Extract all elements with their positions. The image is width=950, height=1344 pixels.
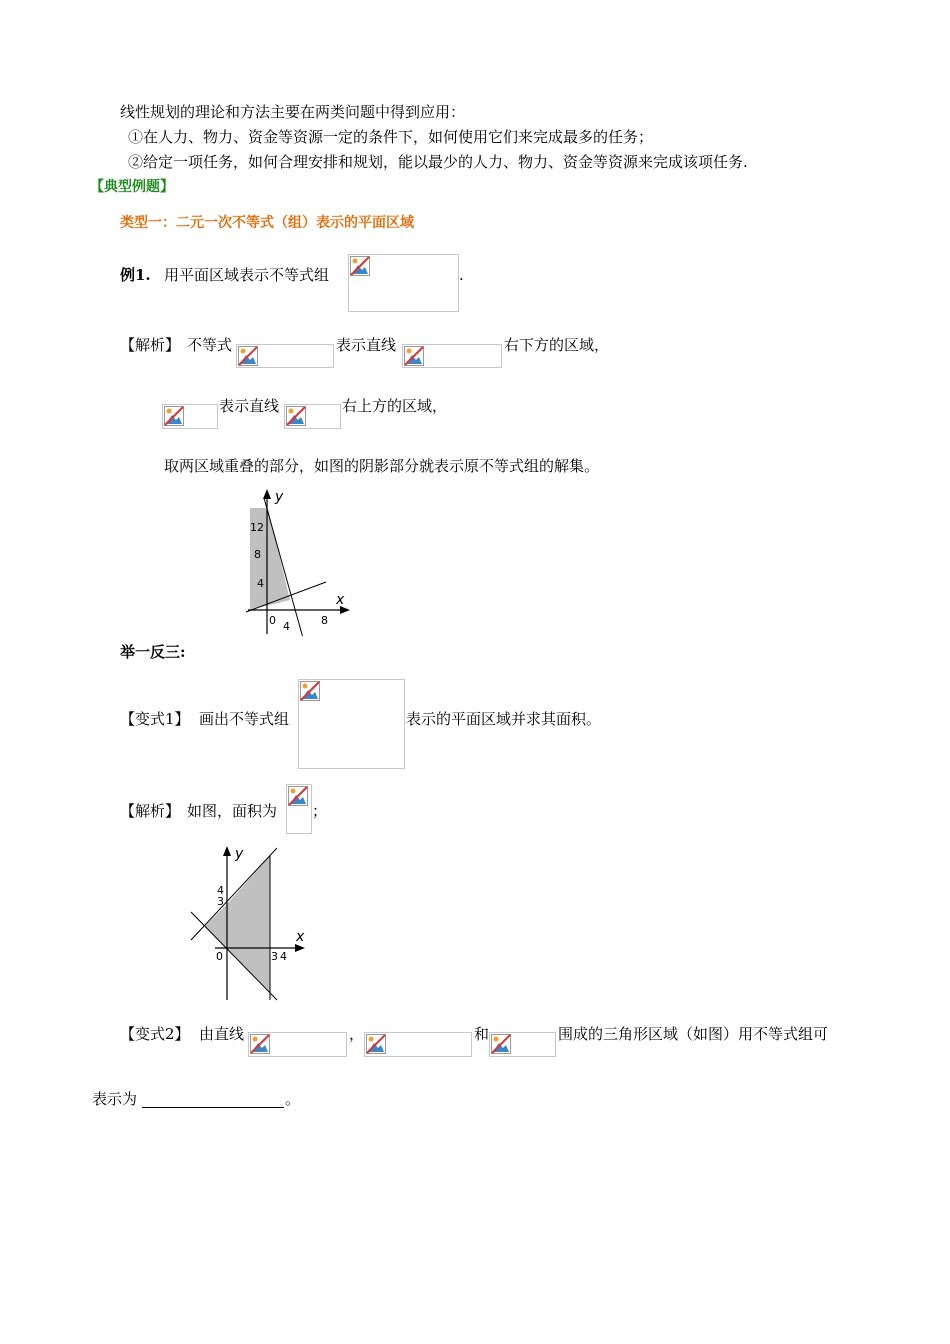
y-tick: 4	[217, 884, 224, 897]
solution-label: 【解析】	[120, 336, 181, 354]
formula-image	[489, 1032, 556, 1057]
x-axis-arrow	[295, 944, 305, 952]
broken-image-icon	[164, 406, 184, 426]
variant1-text-2: 表示的平面区域并求其面积。	[406, 710, 602, 728]
x-tick: 3	[271, 950, 278, 963]
formula-image	[364, 1032, 472, 1057]
practice-heading: 举一反三:	[120, 643, 186, 661]
solution2-text: 如图，面积为	[187, 802, 278, 820]
answer-blank[interactable]	[142, 1089, 284, 1108]
broken-image-icon	[404, 346, 424, 366]
graph-region-2	[185, 842, 310, 1004]
example-label: 例1.	[120, 266, 151, 284]
solution-text-5: 右上方的区域，	[342, 397, 448, 415]
shaded-region-left	[205, 904, 227, 948]
x-axis-label: x	[296, 929, 305, 945]
y-tick: 8	[254, 548, 261, 561]
x-tick: 0	[269, 614, 276, 627]
solution2-label: 【解析】	[120, 802, 181, 820]
y-axis-label: y	[275, 489, 284, 505]
solution-text-6: 取两区域重叠的部分，如图的阴影部分就表示原不等式组的解集。	[164, 457, 600, 475]
shaded-region-lower	[227, 948, 270, 992]
variant1-label: 【变式1】	[120, 710, 190, 728]
type-heading: 类型一：二元一次不等式（组）表示的平面区域	[120, 215, 414, 231]
broken-image-icon	[300, 681, 320, 701]
formula-image	[348, 254, 459, 312]
broken-image-icon	[366, 1034, 386, 1054]
section-heading: 【典型例题】	[90, 179, 174, 195]
broken-image-icon	[288, 786, 308, 806]
broken-image-icon	[250, 1034, 270, 1054]
x-tick: 8	[321, 614, 328, 627]
solution-text-2: 表示直线	[336, 336, 397, 354]
y-axis-arrow	[223, 846, 231, 856]
formula-image	[236, 344, 334, 368]
intro-line-2: ①在人力、物力、资金等资源一定的条件下，如何使用它们来完成最多的任务；	[128, 128, 654, 146]
y-tick: 3	[217, 895, 224, 908]
solution-text-3: 右下方的区域，	[504, 336, 610, 354]
formula-image	[248, 1032, 347, 1057]
intro-line-3: ②给定一项任务，如何合理安排和规划，能以最少的人力、物力、资金等资源来完成该项任务.	[128, 153, 748, 171]
variant2-text-2: 围成的三角形区域（如图）用不等式组可	[558, 1025, 829, 1043]
x-tick: 4	[283, 620, 290, 633]
broken-image-icon	[238, 346, 258, 366]
variant2-end: 。	[285, 1090, 301, 1108]
intro-line-1: 线性规划的理论和方法主要在两类问题中得到应用：	[120, 103, 466, 121]
variant2-sep-1: ，	[349, 1025, 365, 1043]
formula-image	[402, 344, 502, 368]
variant1-text: 画出不等式组	[199, 710, 290, 728]
x-tick: 4	[280, 950, 287, 963]
broken-image-icon	[350, 256, 370, 276]
formula-image	[162, 404, 218, 429]
variant2-sep-2: 和	[474, 1025, 490, 1043]
shaded-region-upper	[227, 856, 270, 948]
graph-region-1	[240, 486, 355, 636]
formula-image	[286, 784, 312, 834]
x-axis-label: x	[336, 592, 345, 608]
solution2-end: ；	[312, 802, 328, 820]
formula-image	[284, 404, 341, 429]
y-tick: 4	[257, 577, 264, 590]
solution-text-4: 表示直线	[219, 397, 280, 415]
y-tick: 12	[250, 521, 264, 534]
broken-image-icon	[286, 406, 306, 426]
x-tick: 0	[216, 950, 223, 963]
formula-image	[298, 679, 405, 769]
example-text: 用平面区域表示不等式组	[164, 266, 330, 284]
solution-text-1: 不等式	[187, 336, 233, 354]
example-end: .	[459, 266, 464, 284]
variant2-label: 【变式2】	[120, 1025, 190, 1043]
broken-image-icon	[491, 1034, 511, 1054]
y-axis-label: y	[235, 846, 244, 862]
variant2-text: 由直线	[199, 1025, 245, 1043]
variant2-line-2: 表示为	[92, 1090, 138, 1108]
y-axis-arrow	[263, 489, 271, 499]
